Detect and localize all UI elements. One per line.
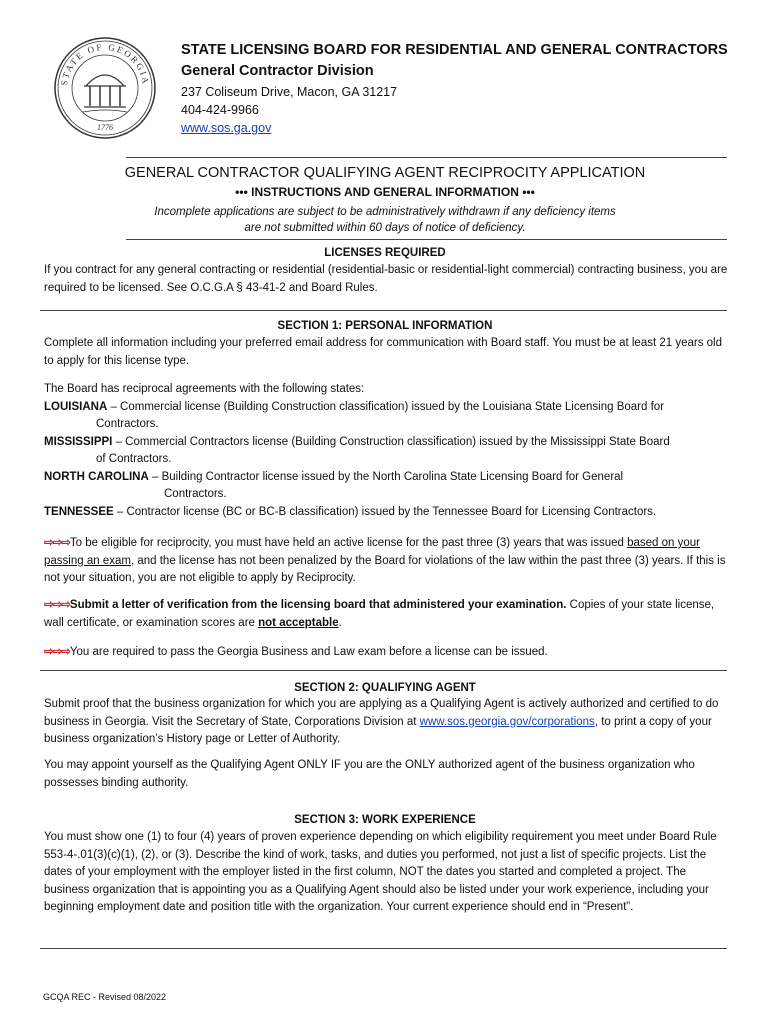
arrow-icon: ⇨⇨⇨ xyxy=(44,537,70,549)
header-divider xyxy=(126,157,727,158)
deficiency-notice xyxy=(40,204,730,236)
state-name: NORTH CAROLINA xyxy=(44,470,149,483)
deficiency-notice-line2: are not submitted within 60 days of notice of deficiency. xyxy=(244,222,526,234)
form-id: GCQA REC - Revised 08/2022 xyxy=(43,992,167,1002)
section1-heading: SECTION 1: PERSONAL INFORMATION xyxy=(277,320,493,332)
application-title: GENERAL CONTRACTOR QUALIFYING AGENT RECIPROCITY APPLICATION xyxy=(124,165,646,181)
seal-text: STATE OF GEORGIA xyxy=(58,41,152,87)
corporations-link[interactable]: www.sos.georgia.gov/corporations xyxy=(419,715,595,728)
board-phone: 404-424-9966 xyxy=(181,103,259,117)
section2-heading: SECTION 2: QUALIFYING AGENT xyxy=(294,682,476,694)
division-name: General Contractor Division xyxy=(181,63,374,79)
state-entry: LOUISIANA – Commercial license (Building Construction classification) issued by the Louisiana State Licensing Board for xyxy=(44,400,665,413)
arrow-icon: ⇨⇨⇨ xyxy=(44,599,70,611)
verification-note: ⇨⇨⇨Submit a letter of verification from the licensing board that administered your examination. Copies of your state license, wall certificate, or examination scores are not acceptable. xyxy=(44,599,715,629)
georgia-seal-icon xyxy=(53,36,157,140)
state-entry: NORTH CAROLINA – Building Contractor license issued by the North Carolina State Licensing Board for General xyxy=(44,470,624,483)
state-name: LOUISIANA xyxy=(44,400,108,413)
seal-year: 1776 xyxy=(97,123,113,132)
state-desc-cont: of Contractors. xyxy=(96,453,172,465)
instructions-heading: ••• INSTRUCTIONS AND GENERAL INFORMATION ••• xyxy=(235,185,535,199)
section3-body: You must show one (1) to four (4) years of proven experience depending on which eligibility requirement you meet under Board Rule 553-4-.01(3)(c)(1), (2), or (3). Describe the kind of work, tasks, and duties you performed, not just a list of specific projects. List the dates of your employment with the employer listed in the first column, NOT the dates you started and completed a project. The business organization that is appointing you as a Qualifying Agent should also be listed under your work experience, including your beginning employment date and position title with the organization. Your current experience should end in “Present”. xyxy=(44,831,717,913)
state-entry: MISSISSIPPI – Commercial Contractors license (Building Construction classification) issued by the Mississippi State Board xyxy=(44,435,670,448)
deficiency-notice-line1: Incomplete applications are subject to be administratively withdrawn if any deficiency items xyxy=(154,206,616,218)
section3-heading: SECTION 3: WORK EXPERIENCE xyxy=(294,814,476,826)
state-name: TENNESSEE xyxy=(44,505,114,518)
state-entry: TENNESSEE – Contractor license (BC or BC-B classification) issued by the Tennessee Board for Licensing Contractors. xyxy=(44,505,657,518)
divider xyxy=(40,670,727,671)
letterhead xyxy=(181,40,728,137)
eligibility-note: ⇨⇨⇨To be eligible for reciprocity, you must have held an active license for the past three (3) years that was issued based on your passing an exam, and the license has not been penalized by the Board for violations of the law within the past three (3) years. If this is not your situation, you are not eligible to apply by Reciprocity. xyxy=(44,537,726,584)
divider xyxy=(40,948,727,949)
not-acceptable: not acceptable xyxy=(258,616,339,629)
section2-self-appoint: You may appoint yourself as the Qualifying Agent ONLY IF you are the ONLY authorized agent of the business organization who possesses binding authority. xyxy=(44,759,695,789)
states-intro: The Board has reciprocal agreements with the following states: xyxy=(44,383,365,395)
board-website-link[interactable]: www.sos.ga.gov xyxy=(181,121,272,135)
board-name: STATE LICENSING BOARD FOR RESIDENTIAL AND GENERAL CONTRACTORS xyxy=(181,42,728,58)
exam-requirement: based on your passing an exam xyxy=(44,537,700,567)
reciprocal-states xyxy=(44,381,734,521)
state-desc-cont: Contractors. xyxy=(96,418,159,430)
state-name: MISSISSIPPI xyxy=(44,435,113,448)
licenses-body: If you contract for any general contracting or residential (residential-basic or residential-light commercial) contracting business, you are required to be licensed. See O.C.G.A § 43-41-2 and Board Rules. xyxy=(44,264,728,294)
section2-body: Submit proof that the business organization for which you are applying as a Qualifying Agent is actively authorized and certified to do business in Georgia. Visit the Secretary of State, Corporations Division at www.sos.georgia.gov/corporations, to print a copy of your business organization’s History page or Letter of Authority. xyxy=(44,698,719,745)
divider xyxy=(40,310,727,311)
section1-intro: Complete all information including your preferred email address for communication with Board staff. You must be at least 21 years old to apply for this license type. xyxy=(44,337,723,367)
arrow-icon: ⇨⇨⇨ xyxy=(44,646,70,658)
divider xyxy=(126,239,727,240)
exam-note: ⇨⇨⇨You are required to pass the Georgia Business and Law exam before a license can be issued. xyxy=(44,646,548,658)
licenses-heading: LICENSES REQUIRED xyxy=(324,247,446,259)
state-desc-cont: Contractors. xyxy=(164,488,227,500)
board-address: 237 Coliseum Drive, Macon, GA 31217 xyxy=(181,85,398,99)
